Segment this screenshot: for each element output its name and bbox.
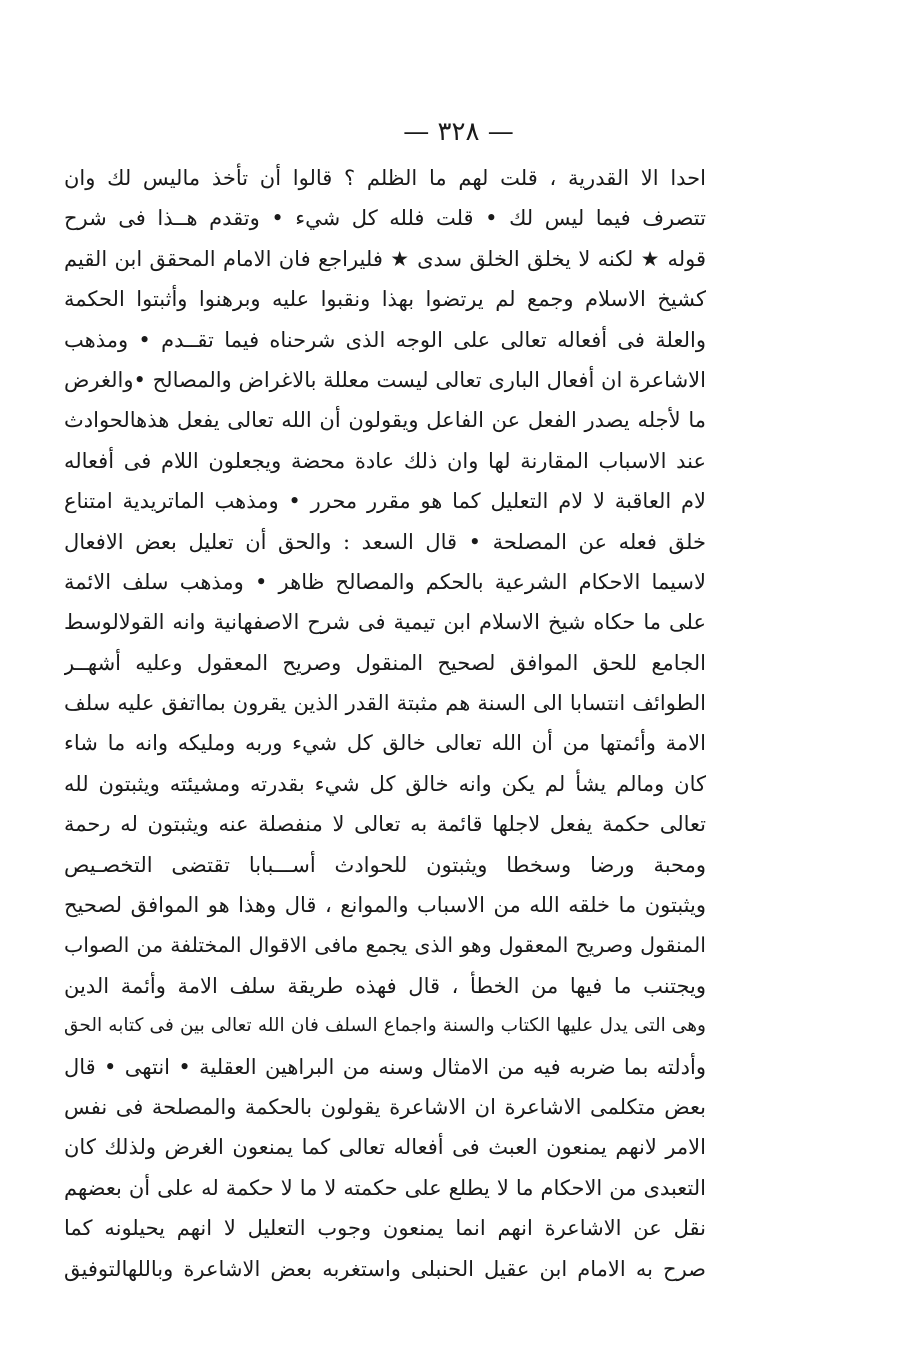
text-line: احدا الا القدرية ، قلت لهم ما الظلم ؟ قالوا أن تأخذ ماليس لك وان xyxy=(64,166,706,190)
text-line: الامر لانهم يمنعون العبث فى أفعاله تعالى كما يمنعون الغرض ولذلك كان xyxy=(64,1135,706,1160)
text-line: كان ومالم يشأ لم يكن وانه خالق كل شيء بقدرته ومشيئته ويثبتون لله xyxy=(64,771,706,796)
text-line: وأدلته بما ضربه فيه من الامثال وسنه من البراهين العقلية • انتهى • قال xyxy=(64,1054,706,1079)
text-line: الجامع للحق الموافق لصحيح المنقول وصريح المعقول وعليه أشهــر xyxy=(64,650,706,675)
text-line: خلق فعله عن المصلحة • قال السعد : والحق أن تعليل بعض الافعال xyxy=(64,529,706,554)
text-line: المنقول وصريح المعقول وهو الذى يجمع مافى الاقوال المختلفة من الصواب xyxy=(64,933,706,958)
text-line: لاسيما الاحكام الشرعية بالحكم والمصالح ظاهر • ومذهب سلف الائمة xyxy=(64,569,706,594)
text-line: والعلة فى أفعاله تعالى على الوجه الذى شرحناه فيما تقــدم • ومذهب xyxy=(64,327,706,352)
text-line: نقل عن الاشاعرة انهم انما يمنعون وجوب التعليل لا انهم يحيلونه كما xyxy=(64,1216,706,1241)
text-line: التعبدى من الاحكام ما لا يطلع على حكمته لا ما لا حكمة له على أن بعضهم xyxy=(64,1175,706,1200)
text-line: ما لأجله يصدر الفعل عن الفاعل ويقولون أن الله تعالى يفعل هذهالحوادث xyxy=(64,408,706,433)
text-line: بعض متكلمى الاشاعرة ان الاشاعرة يقولون بالحكمة والمصلحة فى نفس xyxy=(64,1094,706,1119)
text-line: الامة وأئمتها من أن الله تعالى خالق كل شيء وربه ومليكه وانه ما شاء xyxy=(64,731,706,756)
text-line: لام العاقبة لا لام التعليل كما هو مقرر محرر • ومذهب الماتريدية امتناع xyxy=(64,489,706,514)
text-line: ويثبتون ما خلقه الله من الاسباب والموانع ، قال وهذا هو الموافق لصحيح xyxy=(64,893,706,918)
text-line: الاشاعرة ان أفعال البارى تعالى ليست معللة بالاغراض والمصالح •والغرض xyxy=(64,367,706,392)
body-text xyxy=(64,158,706,1289)
text-line: قوله ★ لكنه لا يخلق الخلق سدى ★ فليراجع فان الامام المحقق ابن القيم xyxy=(64,246,706,271)
text-line: الطوائف انتسابا الى السنة هم مثبتة القدر الذين يقرون بمااتفق عليه سلف xyxy=(64,691,706,716)
page-number: — ٣٢٨ — xyxy=(403,117,514,147)
text-line: ويجتنب ما فيها من الخطأ ، قال فهذه طريقة سلف الامة وأئمة الدين xyxy=(64,973,706,998)
text-line: تعالى حكمة يفعل لاجلها قائمة به تعالى لا منفصلة عنه ويثبتون له رحمة xyxy=(64,812,706,837)
text-line: ومحبة ورضا وسخطا ويثبتون للحوادث أســـبابا تقتضى التخصـيص xyxy=(64,852,706,877)
text-line: صرح به الامام ابن عقيل الحنبلى واستغربه بعض الاشاعرة وباللهالتوفيق xyxy=(64,1256,706,1281)
text-line: كشيخ الاسلام وجمع لم يرتضوا بهذا ونقبوا عليه وبرهنوا وأثبتوا الحكمة xyxy=(64,287,706,312)
text-line: وهى التى يدل عليها الكتاب والسنة واجماع السلف فان الله تعالى بين فى كتابه الحق xyxy=(64,1015,706,1037)
text-line: تتصرف فيما ليس لك • قلت فلله كل شيء • وتقدم هــذا فى شرح xyxy=(64,206,706,231)
text-line: على ما حكاه شيخ الاسلام ابن تيمية فى شرح الاصفهانية وانه القولالوسط xyxy=(64,610,706,635)
text-line: عند الاسباب المقارنة لها وان ذلك عادة محضة ويجعلون اللام فى أفعاله xyxy=(64,448,706,473)
